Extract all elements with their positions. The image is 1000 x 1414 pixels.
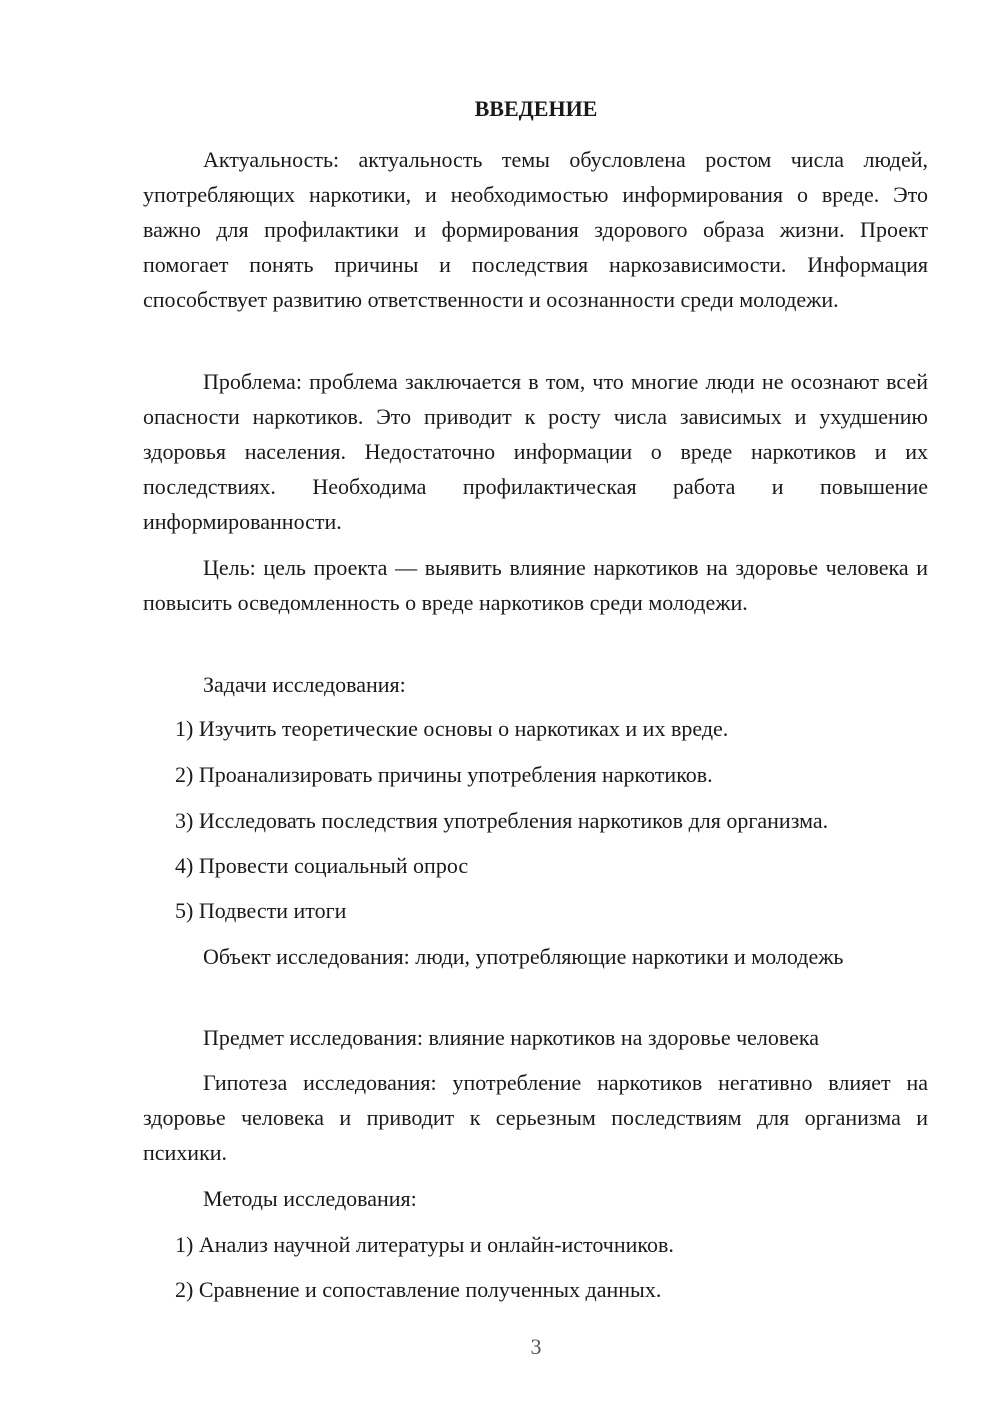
- goal-paragraph: Цель: цель проекта — выявить влияние наркотиков на здоровье человека и повысить осведомленность о вреде наркотиков среди молодежи.: [143, 555, 928, 615]
- method-item-2: 2) Сравнение и сопоставление полученных данных.: [175, 1277, 662, 1302]
- task-item-2: 2) Проанализировать причины употребления наркотиков.: [175, 762, 713, 787]
- task-item-4: 4) Провести социальный опрос: [175, 853, 469, 878]
- relevance-paragraph: Актуальность: актуальность темы обусловлена ростом числа людей, употребляющих наркотики, и необходимостью информирования о вреде. Это важно для профилактики и формирования здорового образа жизни. Проект помогает понять причины и последствия наркозависимости. Информация способствует развитию ответственности и осознанности среди молодежи.: [143, 147, 928, 312]
- task-item-3: 3) Исследовать последствия употребления наркотиков для организма.: [175, 808, 829, 833]
- problem-paragraph: Проблема: проблема заключается в том, что многие люди не осознают всей опасности наркотиков. Это приводит к росту числа зависимых и ухудшению здоровья населения. Недостаточно информации о вреде наркотиков и их последствиях. Необходима профилактическая работа и повышение информированности.: [143, 369, 928, 534]
- method-item-1: 1) Анализ научной литературы и онлайн-источников.: [175, 1232, 674, 1257]
- page-number: 3: [530, 1334, 542, 1359]
- hypothesis-paragraph: Гипотеза исследования: употребление наркотиков негативно влияет на здоровье человека и приводит к серьезным последствиям для организма и психики.: [143, 1070, 928, 1165]
- task-item-1: 1) Изучить теоретические основы о наркотиках и их вреде.: [175, 716, 729, 741]
- subject-paragraph: Предмет исследования: влияние наркотиков на здоровье человека: [203, 1025, 820, 1050]
- methods-heading: Методы исследования:: [203, 1186, 417, 1211]
- object-paragraph: Объект исследования: люди, употребляющие наркотики и молодежь: [203, 944, 844, 969]
- task-item-5: 5) Подвести итоги: [175, 898, 347, 923]
- section-title: ВВЕДЕНИЕ: [474, 96, 598, 121]
- tasks-heading: Задачи исследования:: [203, 672, 406, 697]
